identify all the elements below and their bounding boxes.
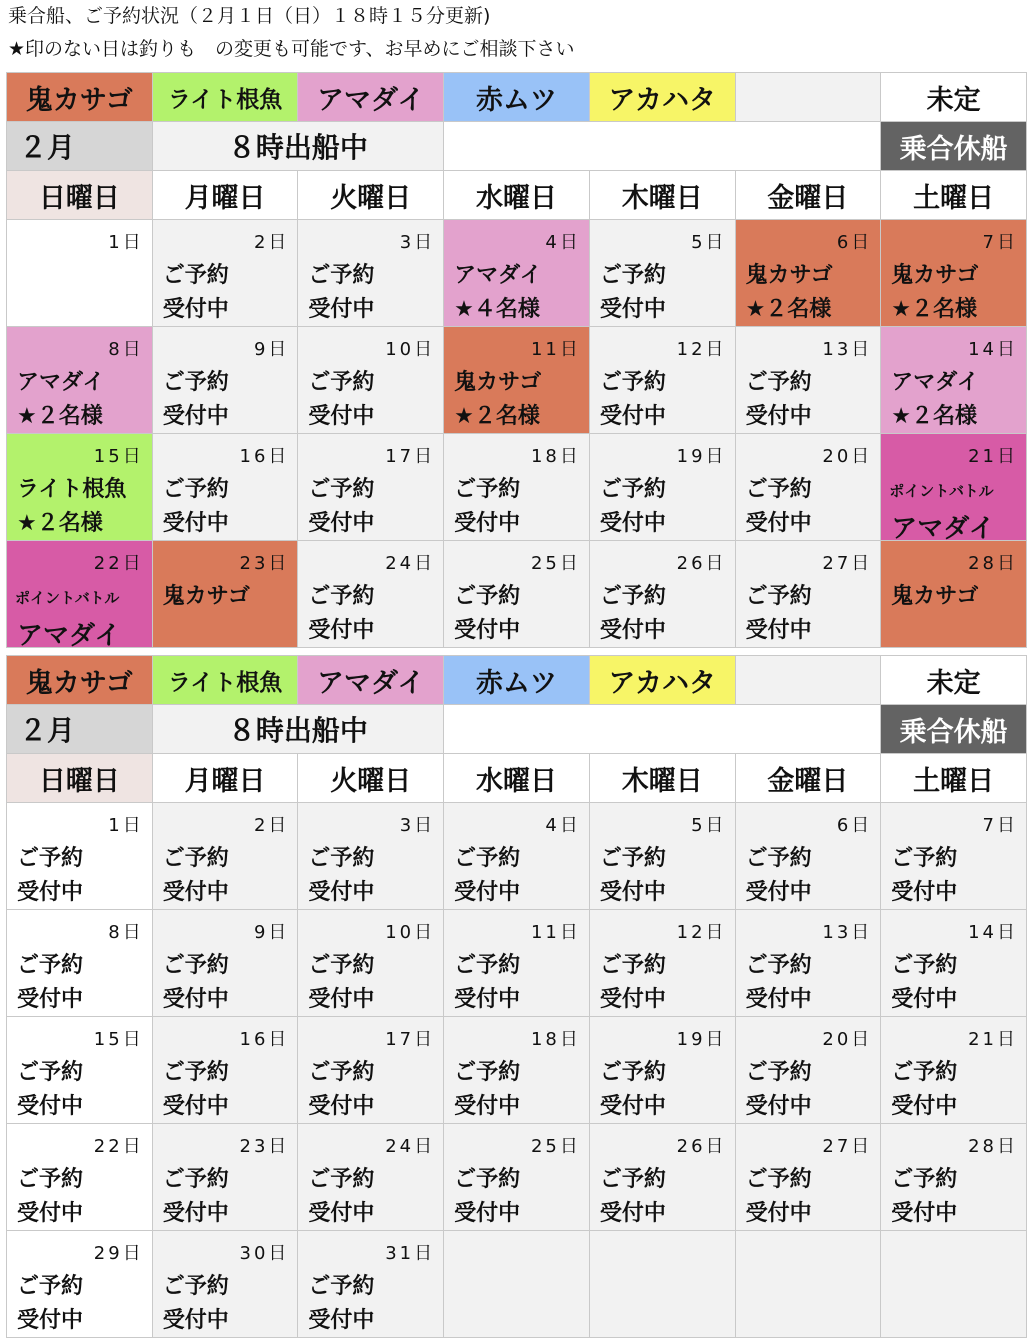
- day-fishing-type: ご予約: [745, 584, 812, 609]
- day-fishing-type: ご予約: [17, 1060, 84, 1085]
- day-number: 2日: [253, 232, 290, 253]
- day-booking-status: 受付中: [162, 987, 229, 1012]
- day-booking-status: 受付中: [17, 1094, 84, 1119]
- day-booking-status: 受付中: [17, 1201, 84, 1226]
- day-fishing-type: ご予約: [745, 953, 812, 978]
- day-number: 17日: [385, 446, 436, 467]
- day-cell[interactable]: [444, 1124, 590, 1231]
- day-cell[interactable]: [444, 220, 590, 327]
- weekday-header: 月曜日: [153, 754, 299, 803]
- day-cell[interactable]: [590, 434, 736, 541]
- day-number: 13日: [822, 922, 873, 943]
- reservation-calendar-2: [6, 655, 1027, 1338]
- day-cell[interactable]: [736, 1017, 882, 1124]
- update-notice: 乗合船、ご予約状況（２月１日（日）１８時１５分更新): [8, 5, 491, 27]
- day-booking-status: 受付中: [162, 880, 229, 905]
- day-fishing-type: ご予約: [745, 370, 812, 395]
- day-cell[interactable]: [590, 1017, 736, 1124]
- legend-item: 赤ムツ: [444, 73, 590, 122]
- day-number: 6日: [836, 815, 873, 836]
- day-booking-status: 受付中: [599, 1201, 666, 1226]
- day-booking-status: 受付中: [599, 880, 666, 905]
- day-booking-status: 受付中: [162, 1201, 229, 1226]
- day-booking-status: 受付中: [745, 1201, 812, 1226]
- day-number: 19日: [676, 446, 727, 467]
- day-number: 1日: [108, 232, 144, 253]
- day-booking-status: 受付中: [308, 1308, 375, 1333]
- day-fishing-type: ご予約: [745, 1060, 812, 1085]
- day-number: 11日: [530, 339, 581, 360]
- day-booking-status: ★２名様: [745, 297, 832, 322]
- legend-item: 未定: [881, 73, 1027, 122]
- day-booking-status: 受付中: [162, 511, 229, 536]
- day-booking-status: 受付中: [891, 987, 958, 1012]
- legend-item: アマダイ: [298, 73, 444, 122]
- day-fishing-type: ご予約: [308, 584, 375, 609]
- day-cell[interactable]: [298, 434, 444, 541]
- day-fishing-type: ご予約: [17, 953, 84, 978]
- weekday-header: 木曜日: [590, 171, 736, 220]
- day-number: 30日: [239, 1243, 290, 1264]
- day-number: 25日: [530, 553, 581, 574]
- day-fishing-type: 鬼カサゴ: [162, 584, 250, 609]
- day-cell[interactable]: [881, 541, 1027, 648]
- day-fishing-type: ご予約: [599, 477, 666, 502]
- day-number: 15日: [93, 1029, 144, 1050]
- day-booking-status: 受付中: [308, 404, 375, 429]
- day-number: 23日: [239, 553, 290, 574]
- day-fishing-type: ご予約: [745, 477, 812, 502]
- day-cell[interactable]: [298, 541, 444, 648]
- day-booking-status: ★４名様: [454, 297, 540, 322]
- day-booking-status: 受付中: [454, 1094, 521, 1119]
- day-fishing-type: ご予約: [454, 846, 521, 871]
- day-fishing-type: ご予約: [162, 263, 229, 288]
- day-fishing-type: 鬼カサゴ: [891, 263, 979, 288]
- day-cell[interactable]: [736, 541, 882, 648]
- day-cell[interactable]: [153, 220, 299, 327]
- day-number: 9日: [253, 922, 290, 943]
- legend-item: ライト根魚: [153, 73, 299, 122]
- weekday-header: 日曜日: [7, 754, 153, 803]
- day-booking-status: ★２名様: [891, 404, 978, 429]
- day-fishing-type: ご予約: [454, 1060, 521, 1085]
- closed-label: 乗合休船: [881, 122, 1027, 171]
- day-fishing-type: ポイントバトル: [15, 589, 120, 607]
- day-booking-status: 受付中: [599, 297, 666, 322]
- day-cell[interactable]: [298, 1017, 444, 1124]
- day-number: 2日: [253, 815, 290, 836]
- day-number: 21日: [968, 1029, 1018, 1050]
- weekday-header: 火曜日: [298, 754, 444, 803]
- day-cell[interactable]: [444, 910, 590, 1017]
- day-booking-status: 受付中: [308, 987, 375, 1012]
- day-booking-status: 受付中: [162, 404, 229, 429]
- day-fishing-type: ご予約: [599, 370, 666, 395]
- day-number: 21日: [968, 446, 1018, 467]
- day-cell[interactable]: [736, 434, 882, 541]
- day-cell[interactable]: [881, 220, 1027, 327]
- day-cell[interactable]: [444, 434, 590, 541]
- day-cell[interactable]: [736, 327, 882, 434]
- legend-item: アカハタ: [590, 73, 736, 122]
- day-number: 16日: [239, 1029, 290, 1050]
- day-fishing-type: ご予約: [454, 1167, 521, 1192]
- day-number: 14日: [968, 922, 1018, 943]
- day-booking-status: 受付中: [454, 511, 521, 536]
- weekday-header: 水曜日: [444, 754, 590, 803]
- day-cell[interactable]: [590, 803, 736, 910]
- day-number: 14日: [968, 339, 1018, 360]
- booking-note: ★印のない日は釣りも の変更も可能です、お早めにご相談下さい: [8, 38, 575, 60]
- weekday-header: 木曜日: [590, 754, 736, 803]
- weekday-header: 火曜日: [298, 171, 444, 220]
- day-booking-status: 受付中: [308, 618, 375, 643]
- day-booking-status: 受付中: [308, 1201, 375, 1226]
- empty-day-cell: [736, 1231, 882, 1338]
- day-number: 10日: [385, 922, 436, 943]
- day-booking-status: 受付中: [162, 297, 229, 322]
- day-fishing-type: ご予約: [599, 263, 666, 288]
- day-cell[interactable]: [7, 1017, 153, 1124]
- day-fishing-type: ご予約: [162, 1060, 229, 1085]
- day-cell[interactable]: [881, 910, 1027, 1017]
- day-cell[interactable]: [298, 803, 444, 910]
- day-fishing-type: アマダイ: [454, 263, 542, 288]
- day-number: 6日: [836, 232, 873, 253]
- day-cell[interactable]: [881, 327, 1027, 434]
- legend-item: 未定: [881, 656, 1027, 705]
- day-fishing-type: ご予約: [599, 1167, 666, 1192]
- day-fishing-type: ご予約: [162, 370, 229, 395]
- day-fishing-type: ポイントバトル: [889, 482, 994, 500]
- day-cell[interactable]: [298, 910, 444, 1017]
- day-cell[interactable]: [590, 220, 736, 327]
- day-cell[interactable]: [7, 1231, 153, 1338]
- weekday-header: 金曜日: [736, 171, 882, 220]
- day-number: 12日: [676, 922, 727, 943]
- closed-label: 乗合休船: [881, 705, 1027, 754]
- day-number: 7日: [982, 232, 1018, 253]
- day-cell[interactable]: [881, 1124, 1027, 1231]
- day-booking-status: 受付中: [454, 1201, 521, 1226]
- day-cell[interactable]: [7, 541, 153, 648]
- day-booking-status: 受付中: [17, 1308, 84, 1333]
- day-booking-status: 受付中: [599, 511, 666, 536]
- empty-day-cell: [590, 1231, 736, 1338]
- day-number: 4日: [545, 815, 581, 836]
- day-cell[interactable]: [7, 1124, 153, 1231]
- day-fishing-type: ご予約: [17, 1167, 84, 1192]
- legend-blank: [736, 656, 882, 705]
- day-booking-status: 受付中: [454, 618, 521, 643]
- day-number: 11日: [530, 922, 581, 943]
- day-number: 26日: [676, 1136, 727, 1157]
- status-spacer: [444, 122, 881, 171]
- legend-item: ライト根魚: [153, 656, 299, 705]
- day-cell[interactable]: [298, 1231, 444, 1338]
- day-cell[interactable]: [153, 910, 299, 1017]
- day-fishing-type: 鬼カサゴ: [745, 263, 833, 288]
- day-booking-status: ★２名様: [17, 404, 103, 429]
- day-fishing-type: ご予約: [308, 370, 375, 395]
- day-number: 29日: [93, 1243, 144, 1264]
- day-number: 18日: [530, 446, 581, 467]
- day-number: 8日: [108, 922, 144, 943]
- day-cell[interactable]: [736, 1124, 882, 1231]
- day-number: 3日: [399, 232, 436, 253]
- day-number: 15日: [93, 446, 144, 467]
- day-booking-status: 受付中: [891, 880, 958, 905]
- day-booking-status: 受付中: [599, 1094, 666, 1119]
- day-fishing-type: ご予約: [454, 477, 521, 502]
- day-cell[interactable]: [590, 541, 736, 648]
- day-cell[interactable]: [590, 1124, 736, 1231]
- day-number: 31日: [385, 1243, 436, 1264]
- day-booking-status: 受付中: [17, 987, 84, 1012]
- day-fishing-type: ライト根魚: [17, 477, 127, 502]
- day-booking-status: 受付中: [454, 880, 521, 905]
- day-number: 19日: [676, 1029, 727, 1050]
- day-cell[interactable]: [153, 541, 299, 648]
- day-number: 27日: [822, 1136, 873, 1157]
- day-cell[interactable]: [298, 1124, 444, 1231]
- day-fishing-type: ご予約: [308, 1060, 375, 1085]
- day-booking-status: 受付中: [308, 297, 375, 322]
- day-cell[interactable]: [7, 910, 153, 1017]
- day-cell[interactable]: [7, 803, 153, 910]
- day-number: 20日: [822, 1029, 873, 1050]
- legend-item: アマダイ: [298, 656, 444, 705]
- day-fishing-type: ご予約: [599, 584, 666, 609]
- day-number: 28日: [968, 1136, 1018, 1157]
- day-booking-status: 受付中: [745, 618, 812, 643]
- day-fishing-type: ご予約: [891, 1167, 958, 1192]
- day-cell[interactable]: [590, 910, 736, 1017]
- day-booking-status: 受付中: [599, 987, 666, 1012]
- day-fishing-type: ご予約: [891, 953, 958, 978]
- day-cell[interactable]: [444, 803, 590, 910]
- day-booking-status: 受付中: [891, 1094, 958, 1119]
- day-number: 23日: [239, 1136, 290, 1157]
- weekday-header: 水曜日: [444, 171, 590, 220]
- day-number: 16日: [239, 446, 290, 467]
- day-cell[interactable]: [590, 327, 736, 434]
- day-number: 3日: [399, 815, 436, 836]
- day-number: 1日: [108, 815, 144, 836]
- empty-day-cell: [881, 1231, 1027, 1338]
- day-cell[interactable]: [444, 541, 590, 648]
- day-cell[interactable]: [153, 327, 299, 434]
- weekday-header: 金曜日: [736, 754, 882, 803]
- day-cell[interactable]: [881, 1017, 1027, 1124]
- day-booking-status: 受付中: [308, 1094, 375, 1119]
- day-booking-status: 受付中: [745, 511, 812, 536]
- day-fishing-type: ご予約: [745, 846, 812, 871]
- day-number: 22日: [93, 553, 144, 574]
- legend-item: 赤ムツ: [444, 656, 590, 705]
- day-fishing-type: ご予約: [308, 1274, 375, 1299]
- day-cell[interactable]: [881, 434, 1027, 541]
- day-fishing-type: ご予約: [454, 953, 521, 978]
- legend-item: 鬼カサゴ: [7, 656, 153, 705]
- day-number: 5日: [691, 815, 727, 836]
- day-booking-status: ★２名様: [17, 511, 103, 536]
- day-fishing-type: ご予約: [891, 1060, 958, 1085]
- day-booking-status: ★２名様: [454, 404, 540, 429]
- day-fishing-type: ご予約: [162, 477, 229, 502]
- day-cell[interactable]: [736, 910, 882, 1017]
- day-booking-status: 受付中: [745, 404, 812, 429]
- day-fishing-type: ご予約: [162, 953, 229, 978]
- day-fishing-type: ご予約: [454, 584, 521, 609]
- month-label: ２月: [7, 122, 153, 171]
- day-fishing-type: ご予約: [162, 1167, 229, 1192]
- day-number: 13日: [822, 339, 873, 360]
- day-booking-status: 受付中: [162, 1308, 229, 1333]
- day-cell[interactable]: [7, 434, 153, 541]
- day-number: 24日: [385, 553, 436, 574]
- month-label: ２月: [7, 705, 153, 754]
- day-number: 24日: [385, 1136, 436, 1157]
- day-booking-status: 受付中: [745, 1094, 812, 1119]
- day-fishing-type: ご予約: [308, 953, 375, 978]
- empty-day-cell: [444, 1231, 590, 1338]
- day-fishing-type: ご予約: [17, 1274, 84, 1299]
- day-number: 22日: [93, 1136, 144, 1157]
- day-booking-status: アマダイ: [17, 621, 121, 648]
- legend-blank: [736, 73, 882, 122]
- day-cell[interactable]: [153, 1124, 299, 1231]
- day-fishing-type: 鬼カサゴ: [891, 584, 979, 609]
- day-number: 9日: [253, 339, 290, 360]
- day-fishing-type: アマダイ: [891, 370, 979, 395]
- day-cell[interactable]: [736, 220, 882, 327]
- day-booking-status: アマダイ: [891, 514, 995, 541]
- day-number: 10日: [385, 339, 436, 360]
- legend-item: アカハタ: [590, 656, 736, 705]
- day-number: 26日: [676, 553, 727, 574]
- day-booking-status: 受付中: [891, 1201, 958, 1226]
- day-booking-status: 受付中: [17, 880, 84, 905]
- day-number: 4日: [545, 232, 581, 253]
- day-cell[interactable]: [298, 220, 444, 327]
- day-cell[interactable]: [444, 327, 590, 434]
- day-fishing-type: ご予約: [308, 477, 375, 502]
- day-fishing-type: ご予約: [745, 1167, 812, 1192]
- day-booking-status: 受付中: [454, 987, 521, 1012]
- day-cell[interactable]: [7, 220, 153, 327]
- day-booking-status: 受付中: [162, 1094, 229, 1119]
- day-number: 5日: [691, 232, 727, 253]
- day-fishing-type: ご予約: [599, 953, 666, 978]
- weekday-header: 日曜日: [7, 171, 153, 220]
- day-cell[interactable]: [153, 1231, 299, 1338]
- day-fishing-type: ご予約: [599, 1060, 666, 1085]
- weekday-header: 土曜日: [881, 171, 1027, 220]
- day-number: 8日: [108, 339, 144, 360]
- day-cell[interactable]: [153, 1017, 299, 1124]
- day-number: 27日: [822, 553, 873, 574]
- day-fishing-type: ご予約: [308, 846, 375, 871]
- day-booking-status: 受付中: [745, 880, 812, 905]
- day-number: 17日: [385, 1029, 436, 1050]
- day-number: 20日: [822, 446, 873, 467]
- day-cell[interactable]: [881, 803, 1027, 910]
- day-cell[interactable]: [153, 434, 299, 541]
- day-booking-status: 受付中: [599, 404, 666, 429]
- legend-item: 鬼カサゴ: [7, 73, 153, 122]
- weekday-header: 土曜日: [881, 754, 1027, 803]
- day-number: 18日: [530, 1029, 581, 1050]
- day-cell[interactable]: [298, 327, 444, 434]
- day-fishing-type: ご予約: [308, 263, 375, 288]
- weekday-header: 月曜日: [153, 171, 299, 220]
- day-cell[interactable]: [444, 1017, 590, 1124]
- day-number: 28日: [968, 553, 1018, 574]
- day-fishing-type: ご予約: [891, 846, 958, 871]
- day-booking-status: 受付中: [745, 987, 812, 1012]
- day-booking-status: 受付中: [599, 618, 666, 643]
- day-cell[interactable]: [153, 803, 299, 910]
- day-number: 25日: [530, 1136, 581, 1157]
- day-fishing-type: 鬼カサゴ: [454, 370, 542, 395]
- departure-status: ８時出船中: [153, 122, 444, 171]
- departure-status: ８時出船中: [153, 705, 444, 754]
- day-booking-status: 受付中: [308, 511, 375, 536]
- day-cell[interactable]: [7, 327, 153, 434]
- day-booking-status: ★２名様: [891, 297, 978, 322]
- day-fishing-type: ご予約: [308, 1167, 375, 1192]
- status-spacer: [444, 705, 881, 754]
- day-fishing-type: ご予約: [162, 846, 229, 871]
- day-fishing-type: ご予約: [162, 1274, 229, 1299]
- day-number: 12日: [676, 339, 727, 360]
- day-number: 7日: [982, 815, 1018, 836]
- reservation-calendar-1: [6, 72, 1027, 648]
- day-booking-status: 受付中: [308, 880, 375, 905]
- day-cell[interactable]: [736, 803, 882, 910]
- day-fishing-type: ご予約: [599, 846, 666, 871]
- day-fishing-type: ご予約: [17, 846, 84, 871]
- day-fishing-type: アマダイ: [17, 370, 105, 395]
